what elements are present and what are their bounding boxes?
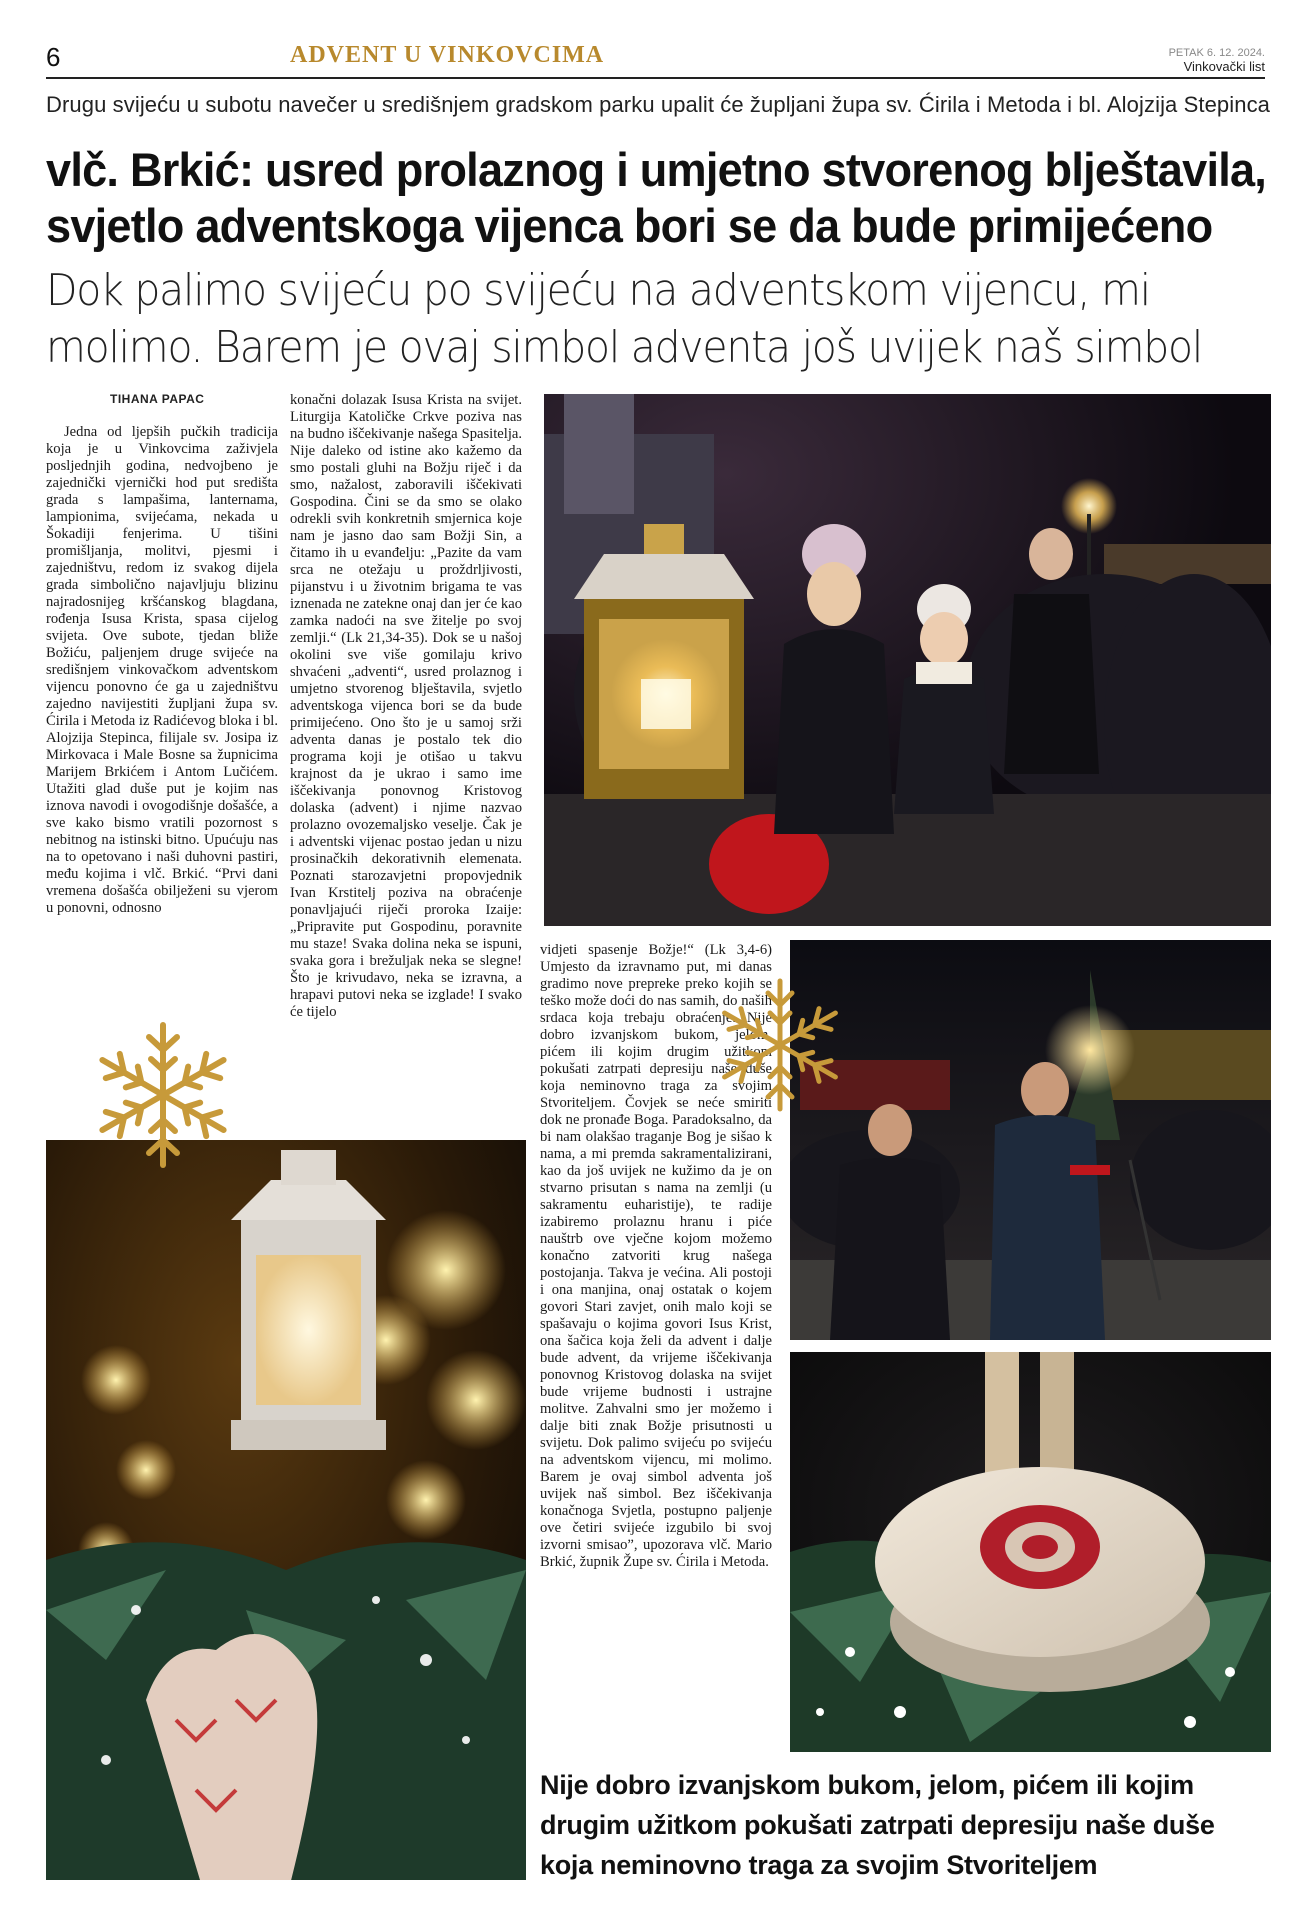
lantern-and-children-photo (544, 394, 1271, 926)
article-subheadline (46, 262, 1203, 376)
article-column-1: Jedna od ljepših pučkih tradicija koja je u Vinkovcima zaživjela posljednjih godina, nedvojbeno je zajednički vjernički hod put središta grada s lampašima, lanternama, lampionima, svijećama, nekada u Šokadiji fenjerima. U tišini promišljanja, molitvi, pjesmi i zajedništvu, redom iz svakog dijela grada simbolično najavljuju blizinu najradosnijeg kršćanskog blagdana, rođenja Isusa Krista, spasa cijelog svijeta. Ove subote, tjedan bliže Božiću, paljenjem druge svijeće na središnjem vinkovačkom adventskom vijencu ponovno će ga u zajedništvu zajedno navijestiti župljani župa sv. Ćirila i Metoda iz Radićevog bloka i bl. Alojzija Stepinca, filijale sv. Josipa iz Mirkovaca i Male Bosne sa župnicima Marijem Brkićem i Antom Lučićem. Utažiti glad duše put je kojim nas iznova navodi i ovogodišnje došašće, a sve kako bismo vratili pozornost s nebitnog na istinski bitno. Upućuju nas na to opetovano i naši duhovni pastiri, među kojima i vlč. Brkić. “Prvi dani vremena došašća obilježeni su vjerom u ponovni, odnosno (46, 424, 278, 916)
photo-4-illustration (790, 1352, 1271, 1752)
headline-line-2: svjetlo adventskoga vijenca bori se da bude primijećeno (46, 199, 1213, 252)
headline-line-1: vlč. Brkić: usred prolaznog i umjetno stvorenog blještavila, (46, 143, 1267, 196)
photo-2-illustration (46, 1140, 526, 1880)
article-column-2: konačni dolazak Isusa Krista na svijet. Liturgija Katoličke Crkve poziva nas na budno iščekivanje našega Spasitelja. Nije daleko od istine ako kažemo da smo postali gluhi na Božju riječ i da smo, nažalost, zaboravili iščekivati Gospodina. Čini se da smo se olako odrekli svih konkretnih smjernica koje nam je jasno dao sam Božji Sin, a čitamo ih u evanđelju: „Pazite da vam srca ne otežaju u proždrljivosti, pijanstvu i u životnim brigama te vas iznenada ne zatekne onaj dan jer će kao zamka nadoći na sve žitelje po svoj zemlji.“ (Lk 21,34-35). Dok se u našoj okolini sve više gomilaju krivo shvaćeni „adventi“, usred prolaznog i umjetno stvorenog blještavila, svjetlo adventskoga vijenca bori se da bude primijećeno. Ono što je u samoj srži adventa danas je postalo tek dio programa koji je otišao u takvu krajnost da je ukrao i samo ime iščekivanja ponovnog Kristovog dolaska (advent) i njime nazvao prolazno ovozemaljsko veselje. Čak je i adventski vijenac postao jedan u nizu prosinačkih dekorativnih elemenata. Poznati starozavjetni propovjednik Ivan Krstitelj poziva na obraćenje ponavljajući riječi proroka Izaije: „Pripravite put Gospodinu, poravnite mu staze! Svaka dolina neka se ispuni, svaka gora i brežuljak neka se slegne! Što je krivudavo, neka se izravna, a hrapavi putovi neka se izglade! I svako će tijelo (290, 392, 522, 1020)
newspaper-name: Vinkovački list (1183, 59, 1265, 74)
issue-date-block (1169, 46, 1265, 74)
article-headline (46, 142, 1267, 254)
snowflake-icon (685, 975, 875, 1115)
snowflake-ornament-left (58, 1020, 268, 1170)
lantern-lights-photo (46, 1140, 526, 1880)
subheadline-line-2: molimo. Barem je ovaj simbol adventa još uvijek naš simbol (46, 322, 1203, 373)
pull-quote: Nije dobro izvanjskom bukom, jelom, pićem ili kojim drugim užitkom pokušati zatrpati depresiju naše duše koja neminovno traga za svojim Stvoriteljem (540, 1770, 1215, 1880)
advent-candle-photo (790, 1352, 1271, 1752)
article-kicker: Drugu svijeću u subotu navečer u središnjem gradskom parku upalit će župljani župa sv. Ćirila i Metoda i bl. Alojzija Stepinca (46, 92, 1271, 117)
author-byline: TIHANA PAPAC (110, 392, 205, 406)
issue-date: PETAK 6. 12. 2024. (1168, 47, 1265, 59)
page-number: 6 (46, 42, 61, 72)
header-rule (46, 77, 1265, 79)
snowflake-ornament-right (685, 975, 875, 1115)
photo-1-illustration (544, 394, 1271, 926)
subheadline-line-1: Dok palimo svijeću po svijeću na adventskom vijencu, mi (46, 265, 1150, 316)
article-column-3: vidjeti spasenje Božje!“ (Lk 3,4-6) Umjesto da izravnamo put, mi danas gradimo nove prepreke preko kojih se teško može doći do nas samih, do naših srdaca koja trebaju obraćenje. Nije dobro izvanjskom bukom, jelom, pićem ili kojim drugim užitkom pokušati zatrpati depresiju naše duše koja neminovno traga za svojim Stvoriteljem. Čovjek se neće smiriti dok ne pronađe Boga. Paradoksalno, da bi nam olakšao traganje Bog je sišao k nama, a mi premda sakramentalizirani, kao da još uvijek ne kužimo da je on stvarno prisutan s nama na zemlji (u sakramentu euharistije), te radije izabiremo prolaznu hranu i piće nauštrb ove vječne kojom možemo konačno zatvoriti krug našega postojanja. Takva je većina. Ali postoji i ona manjina, onaj ostatak o kojem govori Stari zavjet, onih malo koji se spašavaju o kojima govori Isus Krist, ona šačica koja želi da advent i dalje bude advent, da vrijeme iščekivanja ponovnog Kristovog dolaska na svijet bude vrijeme budnosti i ustrajne molitve. Zahvalni smo jer možemo i dalje biti znak Božje prisutnosti u svijetu. Dok palimo svijeću po svijeću na adventskom vijencu, mi molimo. Barem je ovaj simbol adventa još uvijek naš simbol. Bez iščekivanja konačnoga Svjetla, postupno paljenje ove četiri svijeće izgubilo bi svoj izvorni smisao”, upozorava vlč. Mario Brkić, župnik Župe sv. Ćirila i Metoda. (540, 942, 772, 1570)
snowflake-icon (58, 1020, 268, 1170)
section-title: ADVENT U VINKOVCIMA (290, 42, 605, 68)
